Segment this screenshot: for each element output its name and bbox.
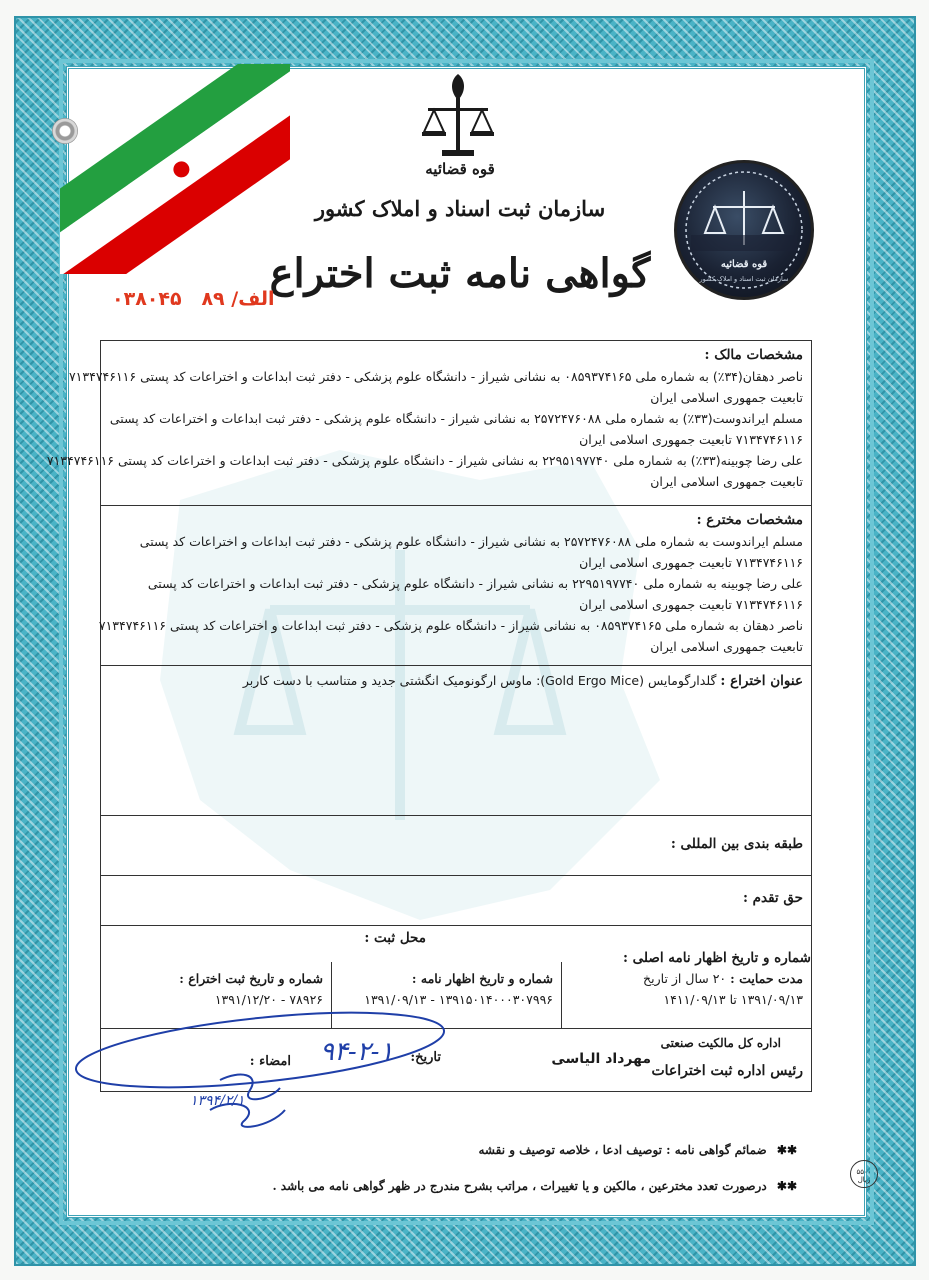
manager-title: رئیس اداره ثبت اختراعات (651, 1063, 803, 1079)
inventor-section (98, 506, 811, 666)
invention-title-label: عنوان اختراع : (720, 673, 803, 689)
classification-label: طبقه بندی بین المللی : (670, 836, 803, 852)
registration-label: شماره و تاریخ ثبت اختراع : (179, 971, 323, 986)
inventor-line: ۷۱۳۴۷۴۶۱۱۶ تابعیت جمهوری اسلامی ایران (579, 555, 803, 570)
footnotes (272, 1132, 797, 1204)
handwritten-date: ۹۴-۲-۱ (320, 1037, 394, 1067)
certificate-form (46, 340, 812, 1092)
validity-label: مدت حمایت : (730, 971, 803, 986)
owner-line: علی رضا چوبینه(۳۳٪) به شماره ملی ۲۲۹۵۱۹۷۷۴۰ به نشانی شیراز - دانشگاه علوم پزشکی - دفتر ثبت ابداعات و اختراعات کد پستی ۷۱۳۴۷۴۶۱۱۶ (46, 453, 803, 468)
registration-cell: شماره و تاریخ ثبت اختراع : ۷۸۹۲۶ - ۱۳۹۱/۱۲/۲۰ (99, 962, 331, 1028)
manager-name: مهرداد الیاسی (551, 1051, 651, 1067)
declaration-cell: شماره و تاریخ اظهار نامه : ۱۳۹۱۵۰۱۴۰۰۰۳۰۷۹۹۶ - ۱۳۹۱/۰۹/۱۳ (331, 962, 561, 1028)
price-text: ۵۵۰۰ ریال (856, 1168, 872, 1184)
inventor-line: علی رضا چوبینه به شماره ملی ۲۲۹۵۱۹۷۷۴۰ به نشانی شیراز - دانشگاه علوم پزشکی - دفتر ثبت ابداعات و اختراعات کد پستی (147, 576, 803, 591)
validity-from: ۱۳۹۱/۰۹/۱۳ (740, 992, 803, 1007)
validity-to-word: تا (729, 992, 737, 1007)
validity-to: ۱۴۱۱/۰۹/۱۳ (663, 992, 726, 1007)
handwritten-extra: ۱۳۹۴/۲/۱ (190, 1093, 245, 1109)
price-stamp (850, 1160, 878, 1188)
registration-number: ۷۸۹۲۶ (289, 992, 323, 1007)
declaration-label: شماره و تاریخ اظهار نامه : (411, 971, 553, 986)
certificate-title: گواهی نامه ثبت اختراع (269, 250, 651, 297)
owner-line: مسلم ایراندوست(۳۳٪) به شماره ملی ۲۵۷۲۴۷۶۰۸۸ به نشانی شیراز - دانشگاه علوم پزشکی - دفتر ثبت ابداعات و اختراعات کد پستی (109, 411, 803, 426)
note-text: ضمائم گواهی نامه : توصیف ادعا ، خلاصه توصیف و نقشه (478, 1143, 767, 1157)
owner-line: تابعیت جمهوری اسلامی ایران (650, 390, 803, 405)
validity-cell (561, 962, 811, 1028)
priority-label: حق تقدم : (742, 890, 803, 906)
eyelet-icon (52, 118, 78, 144)
owner-line: تابعیت جمهوری اسلامی ایران (650, 474, 803, 489)
handwritten-signature (70, 1010, 490, 1150)
seal-subtext: سازمان ثبت اسناد و املاک کشور (699, 275, 789, 283)
registration-date: ۱۳۹۱/۱۲/۲۰ (214, 992, 277, 1007)
priority-section (101, 876, 811, 926)
inventor-line: ۷۱۳۴۷۴۶۱۱۶ تابعیت جمهوری اسلامی ایران (579, 597, 803, 612)
seal-text: قوه قضائیه (720, 259, 768, 270)
judiciary-name: قوه قضائیه (425, 160, 495, 178)
classification-section (101, 816, 811, 876)
star-icon: ✱✱ (776, 1179, 797, 1193)
invention-title-section (101, 666, 811, 816)
registration-place-section (101, 926, 811, 966)
serial-digits: ۰۳۸۰۴۵ (112, 288, 182, 310)
date-label: تاریخ: (410, 1050, 441, 1065)
inventor-line: ناصر دهقان به شماره ملی ۰۸۵۹۳۷۴۱۶۵ به نشانی شیراز - دانشگاه علوم پزشکی - دفتر ثبت ابداعات و اختراعات کد پستی ۷۱۳۴۷۴۶۱۱۶ (98, 618, 803, 633)
declaration-date: ۱۳۹۱/۰۹/۱۳ (364, 992, 427, 1007)
hologram-seal (674, 160, 814, 300)
inventor-line: مسلم ایراندوست به شماره ملی ۲۵۷۲۴۷۶۰۸۸ به نشانی شیراز - دانشگاه علوم پزشکی - دفتر ثبت ابداعات و اختراعات کد پستی (139, 534, 803, 549)
note-text: درصورت تعدد مخترعین ، مالکین و یا تغییرات ، مراتب بشرح مندرج در ظهر گواهی نامه می باشد . (272, 1179, 767, 1193)
note-item (272, 1132, 797, 1168)
validity-years: ۲۰ سال از تاریخ (643, 971, 727, 986)
owner-line: ۷۱۳۴۷۴۶۱۱۶ تابعیت جمهوری اسلامی ایران (579, 432, 803, 447)
judiciary-emblem-icon (420, 70, 496, 170)
registration-place-label: محل ثبت : (364, 930, 426, 946)
owner-line: ناصر دهقان(۳۴٪) به شماره ملی ۰۸۵۹۳۷۴۱۶۵ به نشانی شیراز - دانشگاه علوم پزشکی - دفتر ثبت ابداعات و اختراعات کد پستی ۷۱۳۴۷۴۶۱۱۶ (68, 369, 803, 384)
signature-label: امضاء : (249, 1054, 291, 1069)
owner-label: مشخصات مالک : (704, 347, 803, 363)
invention-title-value: گلدارگومایس (Gold Ergo Mice): ماوس ارگونومیک انگشتی جدید و متناسب با دست کاربر (242, 673, 717, 688)
office-name: اداره کل مالکیت صنعتی (660, 1036, 781, 1050)
declaration-number: ۱۳۹۱۵۰۱۴۰۰۰۳۰۷۹۹۶ (438, 992, 553, 1007)
owner-section (46, 341, 811, 506)
organization-name: سازمان ثبت اسناد و املاک کشور (314, 196, 606, 221)
star-icon: ✱✱ (776, 1143, 797, 1157)
note-item (272, 1168, 797, 1204)
inventor-line: تابعیت جمهوری اسلامی ایران (650, 639, 803, 654)
original-declaration-label: شماره و تاریخ اظهار نامه اصلی : (622, 950, 811, 966)
serial-number (112, 288, 275, 310)
serial-series: الف/ ۸۹ (201, 288, 275, 310)
inventor-label: مشخصات مخترع : (696, 512, 803, 528)
